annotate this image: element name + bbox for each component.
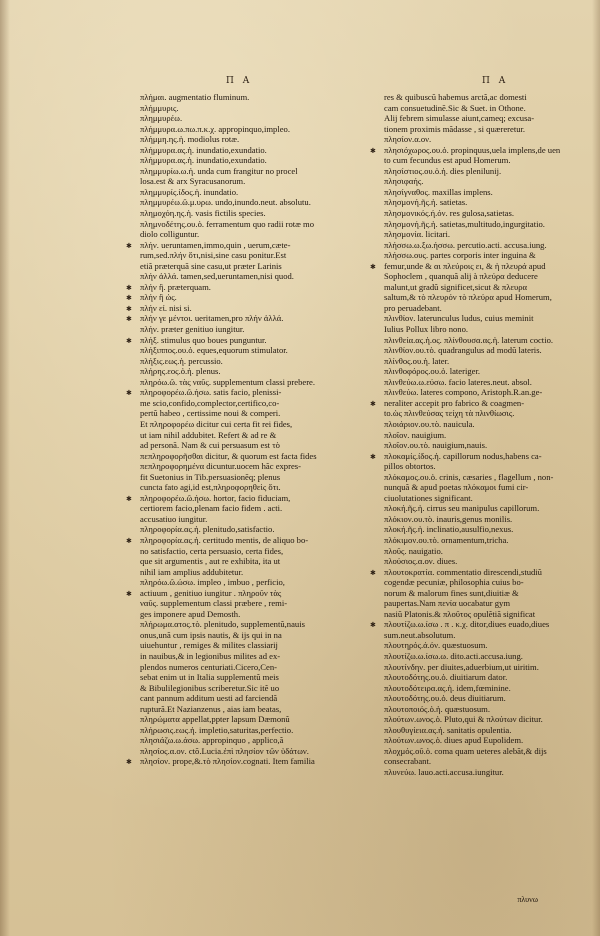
running-header-left: Π Α: [226, 76, 253, 86]
right-column-line: nunquã & apud poetas πλόκαμοι fumi cir-: [384, 482, 529, 493]
right-column-line: norum & malorum fines sunt,diuitiæ &: [384, 587, 519, 598]
right-column-line: πλοῖον. nauigium.: [384, 429, 447, 440]
left-column-line: ✱ πληροφορέω.ῶ.ήσω. satis facio, plenissi-: [126, 387, 370, 398]
left-column-line: πλησιάζω.ω.άσω. appropinquo , applico,ã: [140, 735, 284, 746]
right-column-line: πλουτηρός.ά.όν. quæstuosum.: [384, 640, 488, 651]
left-column-line: ✱ πληροφορία.ας.ἡ. certitudo mentis, de aliquo bo-: [126, 535, 370, 546]
left-column-line: πλημμυρίω.ω.ἡ. unda cum frangitur no procel: [140, 165, 298, 176]
left-column-line: πλήρωσις.εως.ἡ. impletio,saturitas,perfectio.: [140, 724, 294, 735]
left-column-line: uiuehuntur , remiges & milites classiarij: [140, 640, 278, 651]
left-column: [140, 92, 370, 767]
left-column-line: & Bibulilegionibus scriberetur.Sic itẽ uo: [140, 682, 280, 693]
left-column-line: ✱ πλήξ. stimulus quo boues punguntur.: [126, 335, 370, 346]
right-column-line: πλινθοφόρος.ου.ὁ. lateriger.: [384, 366, 480, 377]
right-column-line: ✱ πλουτίζω.ω.ίσω . π . κ.χ. ditor,diues euado,diues: [370, 619, 590, 630]
right-column-line: ✱ πλοκαμίς.ίδος.ἡ. capillorum nodus,habens ca-: [370, 451, 590, 462]
left-column-line: certiorem facio,plenam facio fidem . acti.: [140, 503, 283, 514]
right-column-line: ✱ πλησιόχωρος.ου.ὁ. propinquus,uela implens,de uen: [370, 145, 590, 156]
right-column-line: πλησμονικός.ή.όν. res gulosa,satietas.: [384, 208, 514, 219]
left-column-line: accusatiuo iungitur.: [140, 513, 208, 524]
left-column-line: ✱ πλήν εἰ. nisi si.: [126, 303, 370, 314]
left-column-line: πεπληροφορημένα dicuntur.uocem hãc expres-: [140, 461, 301, 472]
right-column-line: πλουτίζω.ω.ίσω.ω. dito.acti.accusa.iung.: [384, 650, 523, 661]
right-column-line: πλοῖον.ου.τὸ. nauigium,nauis.: [384, 440, 488, 451]
right-column-line: cam consuetudinẽ.Sic & Suet. in Othone.: [384, 102, 526, 113]
right-column-line: πλουτοδότης.ου.ὁ. deus diuitiarum.: [384, 693, 506, 704]
right-column-line: cogendæ pecuniæ, philosophia cuius bo-: [384, 577, 524, 588]
right-column-line: πλυνεύω. lauo.acti.accusa.iungitur.: [384, 767, 504, 777]
right-column-line: πλοῦς. nauigatio.: [384, 545, 443, 556]
right-column-line: πλοκή.ῆς.ἡ. cirrus seu manipulus capillorum.: [384, 503, 540, 514]
left-column-line: diolo colliguntur.: [140, 229, 200, 240]
left-column-line: ges imponere apud Demosth.: [140, 608, 241, 619]
right-column-line: πλησίγναθος. maxillas implens.: [384, 186, 493, 197]
right-column-line: consecrabant.: [384, 756, 432, 767]
left-column-line: πεπληροφορῆσθαι dicitur, & quorum est facta fides: [140, 450, 317, 461]
right-column-line: πλόκαμος.ου.ὁ. crinis, cæsaries , flagellum , non-: [384, 471, 554, 482]
right-column-line: to cum fecundus est apud Homerum.: [384, 155, 511, 166]
left-column-line: πλήν. præter genitiuo iungitur.: [140, 324, 245, 335]
right-column-line: res & quibuscũ habemus arctã,ac domesti: [384, 92, 527, 102]
left-column-line: ✱ πλήν. ueruntamen,immo,quin , uerum,cæte-: [126, 240, 370, 251]
left-column-line: πληρώματα appellat,ppter lapsum Dæmonũ: [140, 714, 290, 725]
left-column-line: πλήν ἀλλά. tamen,sed,ueruntamen,nisi quod.: [140, 271, 294, 282]
right-column-line: saltum,& τὸ πλευρόν τὸ πλεύρα apud Homerum,: [384, 292, 552, 303]
left-column-line: no satisfactio, certa persuasio, certa fides,: [140, 545, 284, 556]
right-column-line: to.ὡς πλινθεύσας τείχη τὰ πλινθίωσις.: [384, 408, 515, 419]
running-header-right: Π Α: [482, 76, 509, 86]
right-column-line: πλίνθος.ου.ἡ. later.: [384, 355, 450, 366]
left-column-line: πλήμμυρα.ας.ἡ. inundatio,exundatio.: [140, 155, 267, 166]
right-column-line: πλησίστιος.ου.ὁ.ἡ. dies plenilunij.: [384, 165, 502, 176]
left-column-line: πλημμυρίς.ίδος.ἡ. inundatio.: [140, 186, 239, 197]
left-column-line: πλημνοδέτης.ου.ὁ. ferramentum quo radii rotæ mo: [140, 218, 315, 229]
right-column-line: πλούσιος.α.ον. diues.: [384, 556, 458, 567]
left-column-line: πλημμυρέω.ῶ.μ.υρω. undo,inundo.neut. absolutu.: [140, 197, 311, 208]
right-column-line: Alij febrem simulasse aiunt,cameq; excusa-: [384, 113, 535, 124]
right-column-line: πλοχμός.οῦ.ὁ. coma quam ueteres alebãt,& dijs: [384, 745, 547, 756]
left-column-line: πλησίος.α.ον. ctõ.Lucia.ἐπὶ πλησίον τῶν ὑδάτων.: [140, 745, 309, 756]
left-column-line: nihil iam amplius addubitetur.: [140, 566, 244, 577]
right-column-line: πλινθίον. laterunculus ludus, cuius meminit: [384, 313, 534, 324]
right-column-line: ✱ πλουτοκρατία. commentatio direscendi,studiũ: [370, 567, 590, 578]
right-column-line: πλησμονή.ῆς.ἡ. satietas,multitudo,ingurgitatio.: [384, 218, 545, 229]
right-column-line: paupertas.Nam πενία uocabatur gym: [384, 598, 511, 609]
right-column-line: pro peruadebant.: [384, 302, 442, 313]
left-column-line: ✱ πλήν ἢ. præterquam.: [126, 282, 370, 293]
left-column-line: ✱ πλησίον. prope,&.τὸ πλησίον.cognati. Item familia: [126, 756, 370, 767]
left-column-line: πλήμμη.ης.ἡ. modiolus rotæ.: [140, 134, 240, 145]
right-column: [384, 92, 590, 778]
right-column-line: nasiũ Platonis.& πλοῦτος opulẽtiã significat: [384, 608, 536, 619]
left-column-line: πλήξιππος.ου.ὁ. eques,equorum stimulator.: [140, 345, 288, 356]
right-column-line: πλινθεύω.ω.εύσω. facio lateres.neut. absol.: [384, 376, 532, 387]
right-column-line: πλουτοποιός.ὁ.ἡ. quæstuosum.: [384, 703, 490, 714]
left-column-line: πλημμυρέω.: [140, 113, 183, 124]
left-column-line: losa.est & arx Syracusanorum.: [140, 176, 246, 187]
left-column-line: etiã præterquã sine casu,ut præter Larinis: [140, 260, 282, 271]
right-column-line: πλησίον.α.ον.: [384, 134, 432, 145]
right-column-line: πλοιάριον.ου.τὸ. nauicula.: [384, 418, 475, 429]
right-column-line: πλησιφαής.: [384, 176, 424, 187]
right-column-line: πλουτοδότης.ου.ὁ. diuitiarum dator.: [384, 672, 508, 683]
left-column-line: onus,unã cum ipsis nautis, & ijs qui in na: [140, 629, 282, 640]
left-column-line: fit Suetonius in Tib.persuasionẽq; plenus: [140, 471, 281, 482]
left-column-line: πλήμαι. augmentatio fluminum.: [140, 92, 250, 102]
right-column-line: sum.neut.absolutum.: [384, 629, 456, 640]
right-column-line: πλινθεία.ας.ἡ.ος. πλίνθουσα.ας.ἡ. laterum coctio.: [384, 334, 554, 345]
right-column-line: πλήσσω.ω.ξω.ήσσω. percutio.acti. accusa.iung.: [384, 239, 547, 250]
left-column-line: sebat enim ut in Italia supplementũ meis: [140, 672, 279, 683]
left-column-line: pertũ habeo , certissime noui & comperi.: [140, 408, 281, 419]
left-column-line: ut iam nihil addubitet. Refert & ad re &: [140, 429, 277, 440]
right-column-line: tionem proximis mãdasse , si quæreretur.: [384, 123, 526, 134]
right-column-line: πλινθίον.ου.τὸ. quadrangulus ad modũ lateris.: [384, 345, 542, 356]
left-column-line: ✱ actiuum , genitiuo iungitur . πληροῦν τὰς: [126, 588, 370, 599]
right-column-line: ✱ neraliter accepit pro fabrico & coagmen-: [370, 398, 590, 409]
right-column-line: πλουθυγίεια.ας.ἡ. sanitatis opulentia.: [384, 724, 512, 735]
left-column-line: cuncta fato agi,id est,πληροφορηθεὶς ὅτι.: [140, 482, 281, 493]
left-column-line: πλήρης.εος.ὁ.ἡ. plenus.: [140, 366, 221, 377]
left-column-line: πλήξις.εως.ἡ. percussio.: [140, 355, 223, 366]
left-column-line: ✱ πλήν ἢ ὡς.: [126, 292, 370, 303]
right-column-line: πλησμονία. licitari.: [384, 229, 451, 240]
left-column-line: πληροφορία.ας.ἡ. plenitudo,satisfactio.: [140, 524, 275, 535]
left-column-line: πλημοχόη.ης.ἡ. vasis fictilis species.: [140, 208, 266, 219]
left-column-line: ✱ πληροφορέω.ῶ.ήσω. hortor, facio fiduciam,: [126, 493, 370, 504]
left-column-line: πληρόω.ῶ.ώσω. impleo , imbuo , perficio,: [140, 577, 285, 588]
right-column-line: πλουτοδότειρα.ας.ἡ. idem,fœminine.: [384, 682, 511, 693]
left-column-line: πλήμμυρα.ας.ἡ. inundatio,exundatio.: [140, 144, 267, 155]
left-column-line: plendos numeros centuriati.Cicero,Cen-: [140, 661, 277, 672]
right-column-line: πλόκιμον.ου.τὸ. ornamentum,tricha.: [384, 534, 509, 545]
left-column-line: me scio,confido,complector,certifico,co-: [140, 397, 280, 408]
left-column-line: ναῦς. supplementum classi præbere , remi-: [140, 598, 288, 609]
right-column-line: πλινθεύω. lateres compono, Aristoph.R.an.ge-: [384, 387, 543, 398]
right-column-line: πλήσσω.ους. partes corporis inter inguina &: [384, 250, 536, 261]
left-column-line: rum,sed.πλήν ὅτι,nisi,sine casu ponitur.Est: [140, 250, 287, 261]
right-column-line: ✱ femur,unde & αι πλεύροις ει, & ἡ πλευρά apud: [370, 261, 590, 272]
left-column-line: ✱ πλήν γε μέντοι. ueritamen,pro πλήν ἀλλά.: [126, 313, 370, 324]
left-column-line: in nauibus,& in legionibus milites ad ex-: [140, 650, 281, 661]
left-column-line: rupturã.Et Nazianzenus , aias iam beatas,: [140, 703, 282, 714]
right-column-line: Iulius Pollux libro nono.: [384, 324, 469, 335]
right-column-line: πλόκιον.ου.τὸ. inauris,genus monilis.: [384, 513, 513, 524]
left-column-line: πλήμμυρις.: [140, 102, 179, 113]
left-column-line: ad personã. Nam & cui persuasum est τὸ: [140, 440, 280, 451]
left-column-line: πλήρωμα.ατος.τὸ. plenitudo, supplementũ,nauis: [140, 619, 305, 630]
right-column-line: pillos obtortos.: [384, 461, 436, 472]
right-column-line: πλούτων.ωνος.ὁ. Pluto,qui & πλούτων dicitur.: [384, 714, 543, 725]
right-column-line: πλοκή.ῆς.ἡ. inclinatio,ausulfio,nexus.: [384, 524, 514, 535]
right-column-line: πλησμονή.ῆς.ἡ. satietas.: [384, 197, 468, 208]
left-column-line: que sit argumentis , aut re exhibita, ita ut: [140, 556, 281, 567]
right-column-line: πλουτίνδην. per diuites,aduerbium,ut uiritim.: [384, 661, 539, 672]
left-column-line: πληρόω.ῶ. τὰς ναῦς. supplementum classi prebere.: [140, 376, 316, 387]
right-column-line: πλούτων.ωνος.ὁ. diues apud Eupolidem.: [384, 735, 524, 746]
right-column-line: Sophoclem , quanquã alij à πλεύρα deducere: [384, 271, 538, 282]
left-column-line: Et πληροφορέω dicitur cui certa fit rei fides,: [140, 418, 293, 429]
right-column-line: malunt,ut gradũ significet,sicut & πλευρα: [384, 281, 528, 292]
right-column-line: ciuolutationes significant.: [384, 492, 473, 503]
left-column-line: πλήμμυρα.ω.πω.π.κ.χ. appropinquo,impleo.: [140, 123, 290, 134]
catchword: πλυνω: [517, 895, 538, 904]
left-column-line: cant pannum additum uesti ad farciendã: [140, 693, 278, 704]
